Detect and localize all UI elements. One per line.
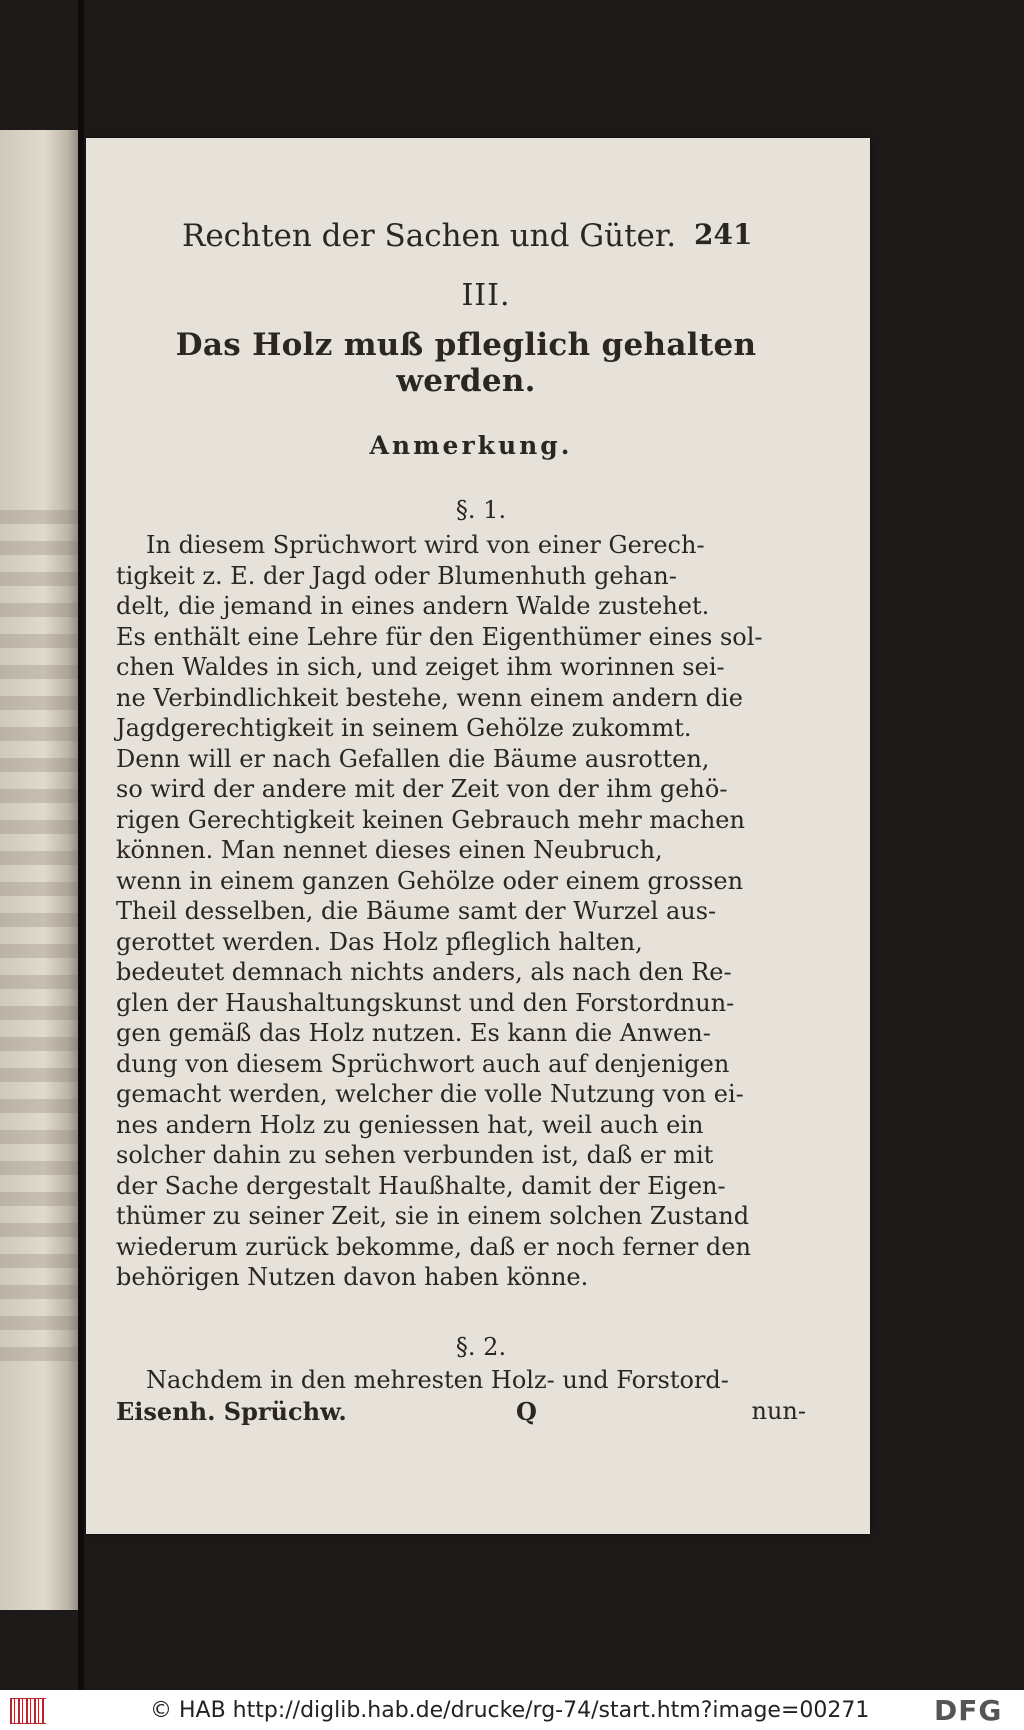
- book-gutter: [78, 0, 84, 1690]
- credit-link[interactable]: © HAB http://diglib.hab.de/drucke/rg-74/start.htm?image=00271: [150, 1698, 870, 1723]
- section-numeral: III.: [461, 278, 511, 313]
- text-line: bedeutet demnach nichts anders, als nach den Re-: [116, 958, 732, 986]
- text-line: Jagdgerechtigkeit in seinem Gehölze zukommt.: [116, 714, 692, 742]
- text-line: tigkeit z. E. der Jagd oder Blumenhuth gehan-: [116, 561, 677, 590]
- text-line: ne Verbindlichkeit bestehe, wenn einem andern die: [116, 683, 743, 712]
- text-line: Denn will er nach Gefallen die Bäume ausrotten,: [116, 744, 710, 773]
- section-title: Das Holz muß pfleglich gehalten werden.: [175, 327, 757, 399]
- signature-mark: Eisenh. Sprüchw.: [116, 1397, 347, 1426]
- text-line: behörigen Nutzen davon haben könne.: [116, 1263, 589, 1291]
- text-line: gen gemäß das Holz nutzen. Es kann die Anwen-: [116, 1019, 711, 1047]
- text-line: chen Waldes in sich, und zeiget ihm worinnen sei-: [116, 653, 725, 681]
- paragraph-number: §. 2.: [455, 1332, 507, 1361]
- text-line: Es enthält eine Lehre für den Eigenthümer eines sol-: [116, 622, 763, 651]
- text-line: wenn in einem ganzen Gehölze oder einem grossen: [116, 866, 744, 895]
- paragraph-number: §. 1.: [455, 496, 507, 524]
- running-head: [116, 218, 806, 258]
- dfg-logo: DFG: [934, 1694, 1003, 1727]
- text-line: wiederum zurück bekomme, daß er noch ferner den: [116, 1232, 751, 1261]
- page-content: [116, 218, 806, 1431]
- book-page: [86, 138, 870, 1534]
- credit-bar: [0, 1690, 1024, 1730]
- text-line: nes andern Holz zu geniessen hat, weil auch ein: [116, 1110, 704, 1139]
- text-line: solcher dahin zu sehen verbunden ist, daß er mit: [116, 1141, 714, 1169]
- running-title: Rechten der Sachen und Güter.: [182, 218, 677, 254]
- text-line: In diesem Sprüchwort wird von einer Gerech-: [146, 531, 705, 559]
- paragraph-text: [116, 1365, 806, 1396]
- text-line: so wird der andere mit der Zeit von der ihm gehö-: [116, 775, 728, 803]
- gathering-mark: Q: [516, 1397, 537, 1426]
- text-line: Nachdem in den mehresten Holz- und Forstord-: [146, 1365, 729, 1394]
- text-line: rigen Gerechtigkeit keinen Gebrauch mehr machen: [116, 805, 745, 834]
- barcode-icon: [10, 1698, 46, 1724]
- text-line: Theil desselben, die Bäume samt der Wurzel aus-: [116, 897, 717, 925]
- catchword: nun-: [751, 1397, 806, 1425]
- text-line: glen der Haushaltungskunst und den Forstordnun-: [116, 988, 735, 1017]
- text-line: dung von diesem Sprüchwort auch auf denjenigen: [116, 1049, 730, 1078]
- text-line: können. Man nennet dieses einen Neubruch,: [116, 836, 663, 864]
- facing-page-edge: [0, 130, 80, 1610]
- page-number: 241: [694, 218, 753, 251]
- page-footer: [116, 1397, 806, 1431]
- text-line: delt, die jemand in eines andern Walde zustehet.: [116, 592, 710, 620]
- text-line: der Sache dergestalt Haußhalte, damit der Eigen-: [116, 1171, 726, 1200]
- text-line: gemacht werden, welcher die volle Nutzung von ei-: [116, 1080, 744, 1108]
- note-heading: Anmerkung.: [369, 431, 573, 460]
- paragraph-text: [116, 530, 806, 1293]
- text-line: gerottet werden. Das Holz pfleglich halten,: [116, 927, 643, 956]
- facing-page-text-bleed: [0, 510, 80, 1370]
- text-line: thümer zu seiner Zeit, sie in einem solchen Zustand: [116, 1202, 750, 1230]
